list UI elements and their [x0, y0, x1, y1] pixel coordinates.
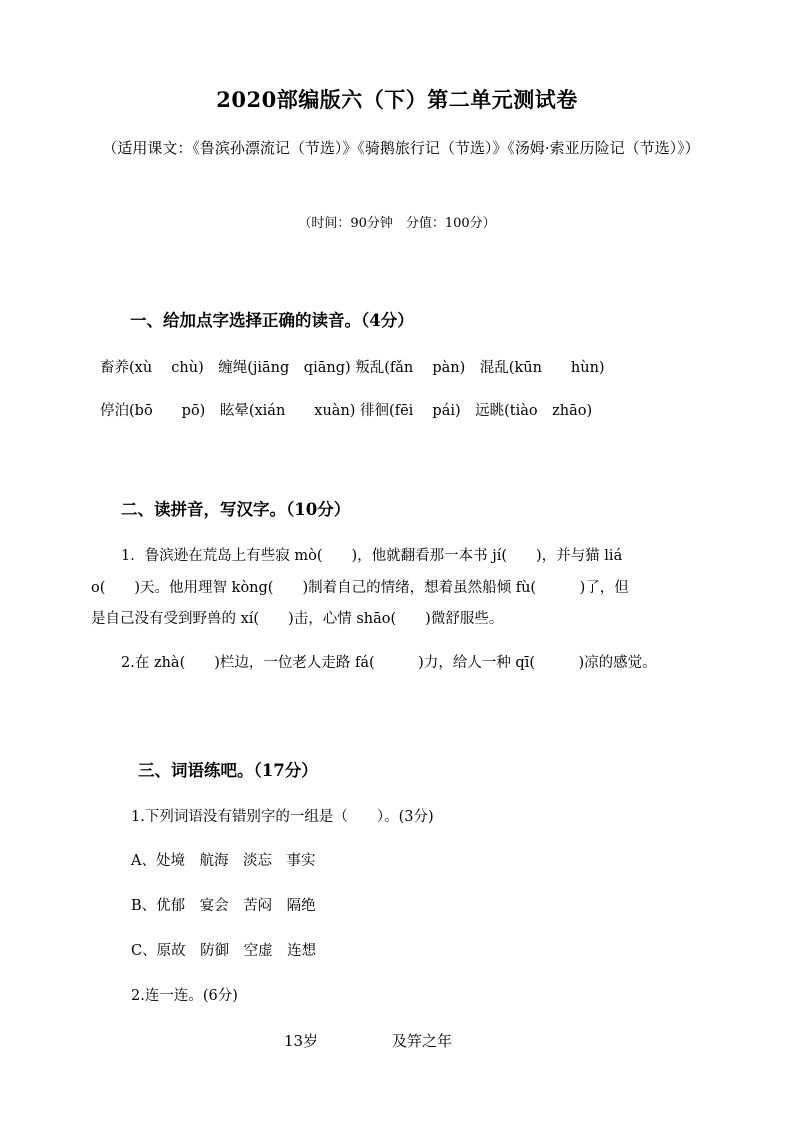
section-3-option-a: A、处境 航海 淡忘 事实 [131, 853, 316, 869]
section-3-q2: 2.连一连。(6分) [131, 988, 238, 1004]
section-2-q1-line-2: o( )天。他用理智 kòng( )制着自己的情绪，想着虽然船倾 fù( )了，但 [91, 580, 629, 596]
section-2-q1-line-3: 是自己没有受到野兽的 xí( )击，心情 shāo( )微舒服些。 [91, 611, 504, 627]
section-3-option-b: B、优郁 宴会 苦闷 隔绝 [131, 898, 316, 914]
section-1-row-1: 畜养(xù chù) 缠绳(jiāng qiāng) 叛乱(fǎn pàn) 混乱(kūn hùn) [100, 360, 605, 376]
match-right-item: 及笄之年 [392, 1032, 453, 1050]
time-and-score: （时间：90分钟 分值：100分） [298, 216, 496, 231]
section-3-q1: 1.下列词语没有错别字的一组是（ ）。(3分) [131, 809, 434, 825]
page-title: 2020部编版六（下）第二单元测试卷 [216, 87, 578, 112]
section-2-q2: 2.在 zhà( )栏边，一位老人走路 fá( )力，给人一种 qī( )凉的感觉。 [121, 655, 657, 671]
match-left-item: 13岁 [284, 1032, 319, 1050]
section-1-heading: 一、给加点字选择正确的读音。（4分） [130, 311, 414, 330]
section-2-q1-line-1: 1．鲁滨逊在荒岛上有些寂 mò( )，他就翻看那一本书 jí( )，并与猫 liá [121, 548, 623, 564]
section-3-option-c: C、原故 防御 空虚 连想 [131, 943, 317, 959]
section-2-heading: 二、读拼音，写汉字。（10分） [121, 500, 351, 519]
section-1-row-2: 停泊(bō pō) 眩晕(xián xuàn) 徘徊(fēi pái) 远眺(tiào zhāo) [100, 403, 593, 419]
applicable-lessons: （适用课文：《鲁滨孙漂流记（节选）》《骑鹅旅行记（节选）》《汤姆·索亚历险记（节选）》） [102, 139, 700, 157]
section-3-heading: 三、词语练吧。（17分） [138, 761, 318, 780]
